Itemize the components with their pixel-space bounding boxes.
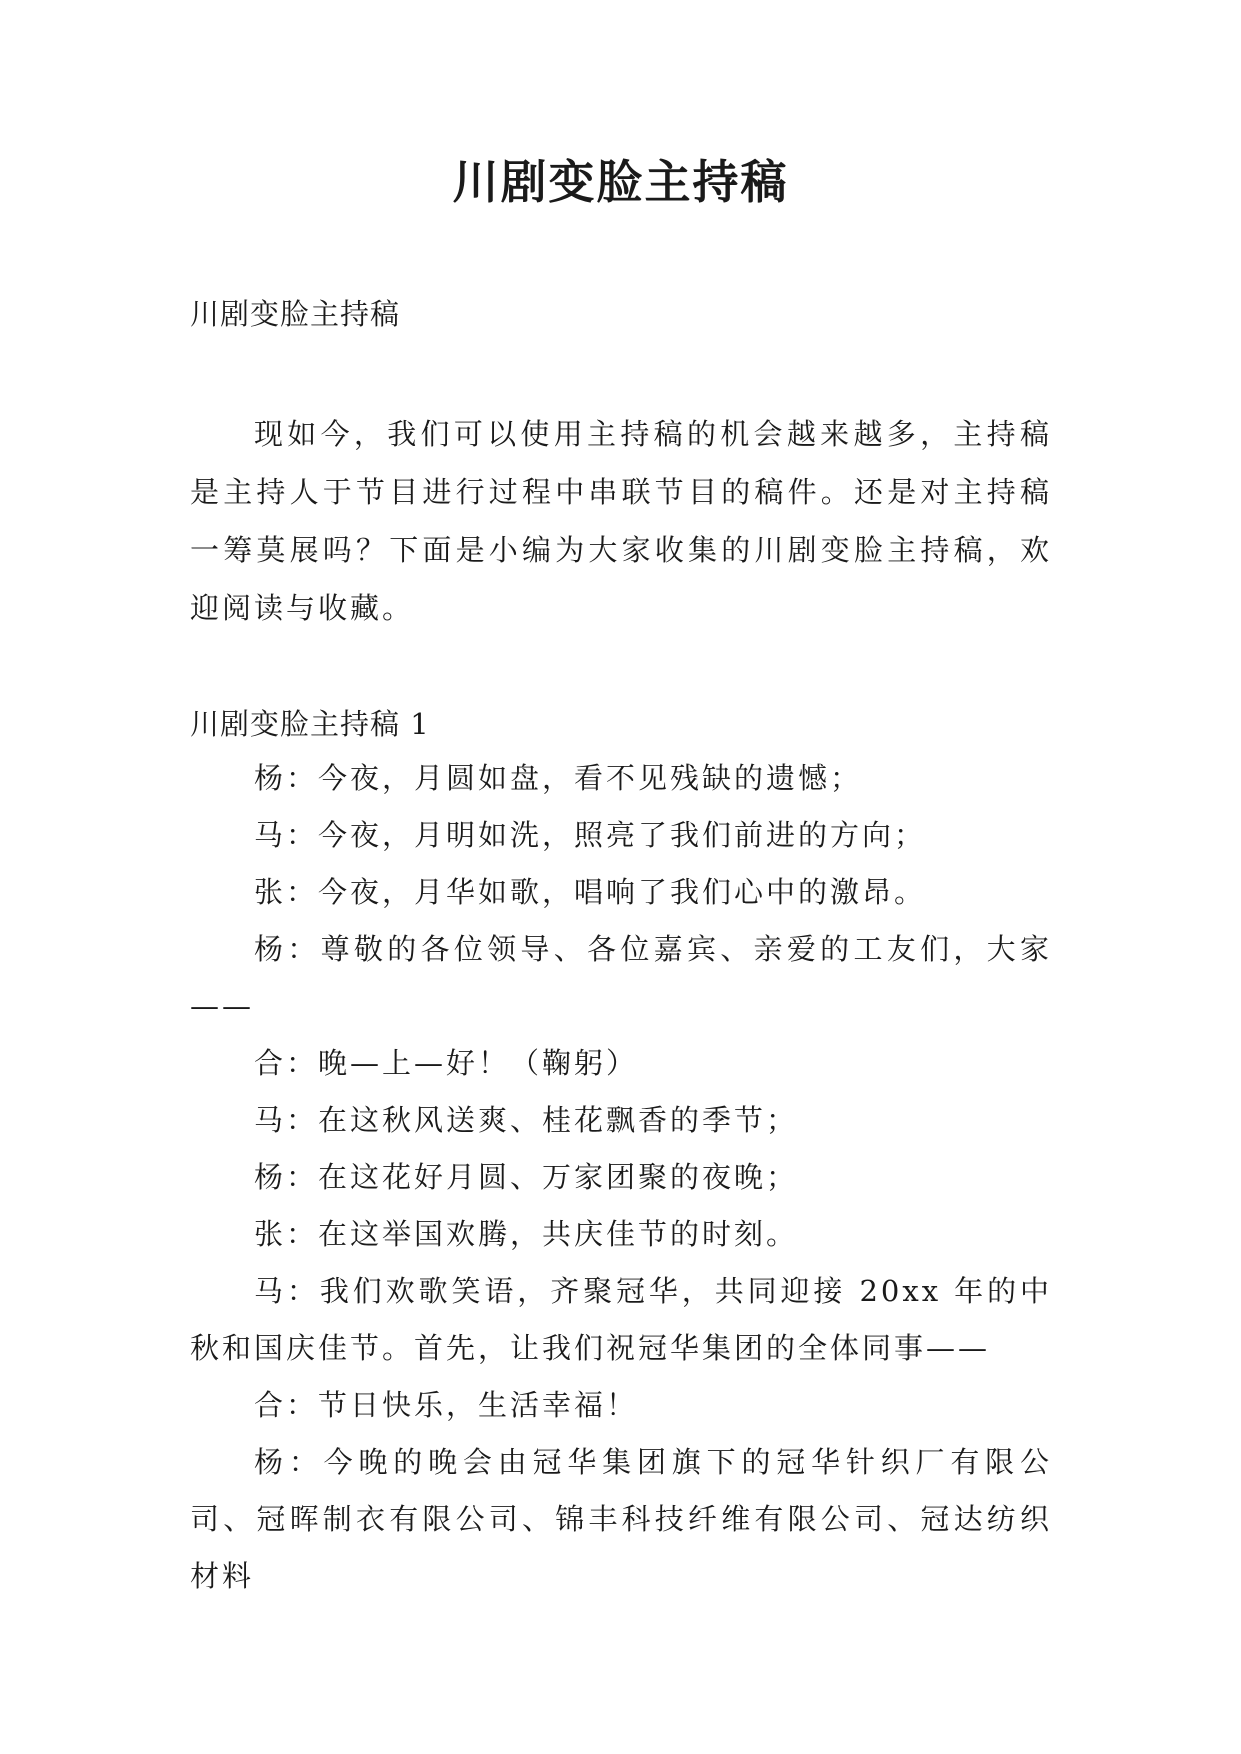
script-line: 合：晚—上—好！（鞠躬）	[254, 1046, 639, 1080]
document-subtitle: 川剧变脸主持稿	[190, 297, 401, 331]
script-line: 杨：今晚的晚会由冠华集团旗下的冠华针织厂有限公司、冠晖制衣有限公司、锦丰科技纤维有限公司、冠达纺织材料	[190, 1445, 1052, 1593]
script-line: 张：在这举国欢腾，共庆佳节的时刻。	[254, 1217, 799, 1251]
script-body	[190, 750, 1052, 1605]
intro-paragraph: 现如今，我们可以使用主持稿的机会越来越多，主持稿是主持人于节目进行过程中串联节目的稿件。还是对主持稿一筹莫展吗？下面是小编为大家收集的川剧变脸主持稿，欢迎阅读与收藏。	[190, 417, 1052, 625]
script-line: 杨：在这花好月圆、万家团聚的夜晚；	[254, 1160, 799, 1194]
script-line: 杨：尊敬的各位领导、各位嘉宾、亲爱的工友们，大家——	[190, 932, 1052, 1023]
document-title: 川剧变脸主持稿	[452, 155, 789, 209]
script-line: 马：我们欢歌笑语，齐聚冠华，共同迎接 20xx 年的中秋和国庆佳节。首先，让我们祝冠华集团的全体同事——	[190, 1274, 1052, 1365]
script-line: 张：今夜，月华如歌，唱响了我们心中的激昂。	[254, 875, 927, 909]
script-line: 合：节日快乐，生活幸福！	[254, 1388, 639, 1422]
script-line: 马：在这秋风送爽、桂花飘香的季节；	[254, 1103, 799, 1137]
script-line: 杨：今夜，月圆如盘，看不见残缺的遗憾；	[254, 761, 863, 795]
script-line: 马：今夜，月明如洗，照亮了我们前进的方向；	[254, 818, 927, 852]
section-heading: 川剧变脸主持稿 1	[190, 707, 430, 741]
